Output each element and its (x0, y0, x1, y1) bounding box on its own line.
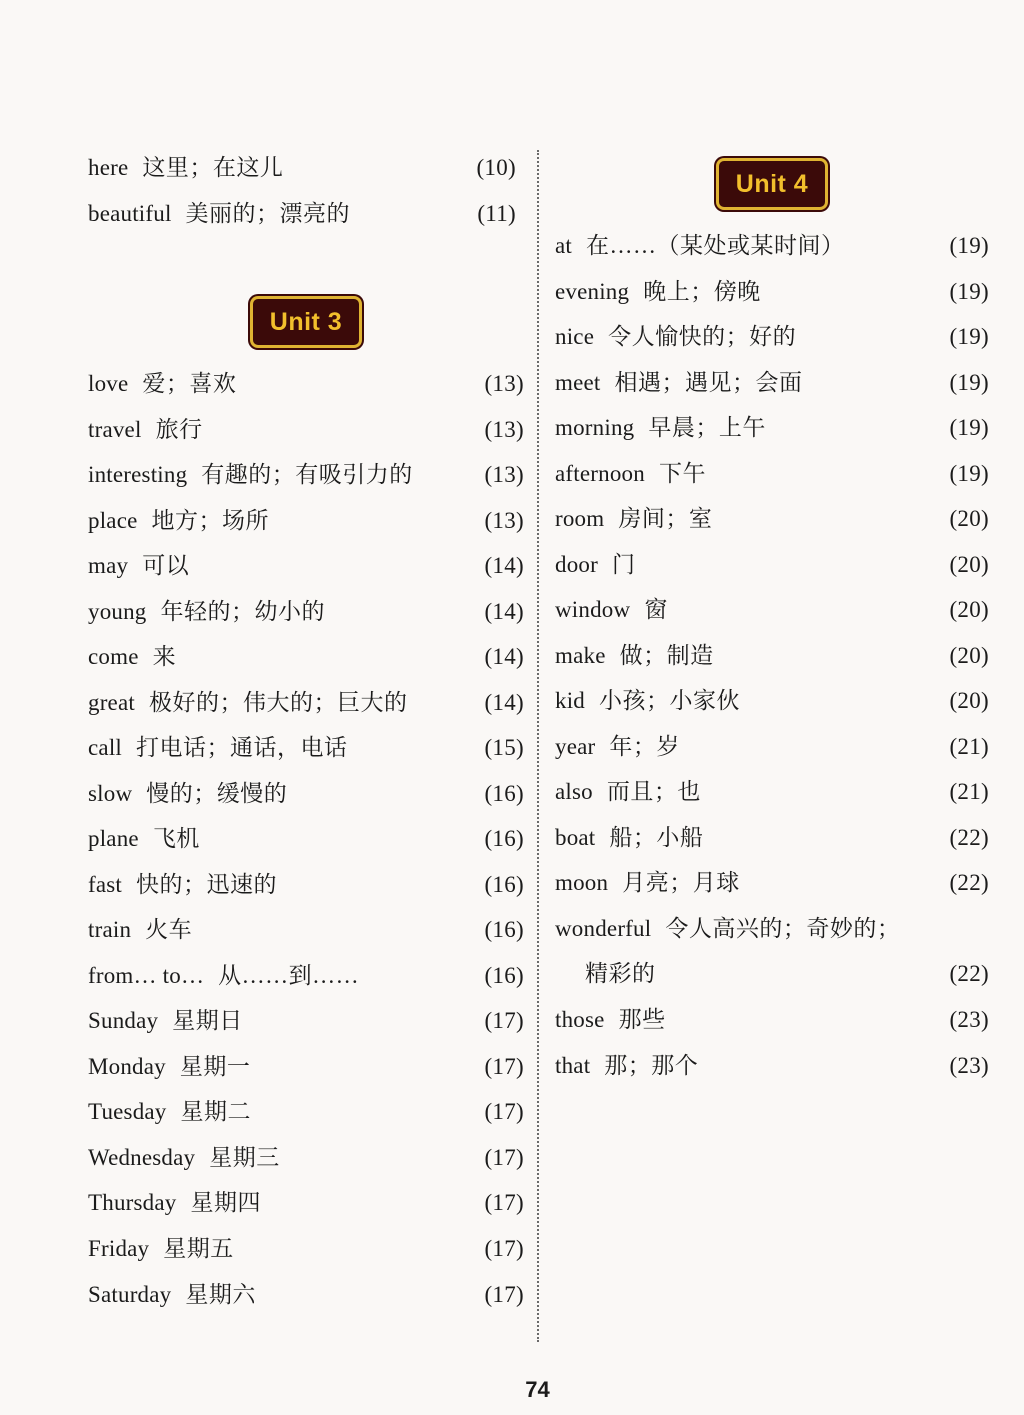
vocab-entry: Monday 星期一 (17) (88, 1054, 524, 1079)
vocab-entry: at 在……（某处或某时间） (19) (555, 233, 989, 258)
vocab-entry: place 地方；场所 (13) (88, 508, 524, 533)
page-number: 74 (525, 1377, 550, 1402)
vocab-entry: Tuesday 星期二 (17) (88, 1099, 524, 1124)
vocab-entry: fast 快的；迅速的 (16) (88, 872, 524, 897)
vocab-entry: come 来 (14) (88, 644, 524, 669)
vocab-entry: afternoon 下午 (19) (555, 461, 989, 486)
vocab-entry: beautiful 美丽的；漂亮的 (11) (88, 201, 516, 226)
vocab-entry: slow 慢的；缓慢的 (16) (88, 781, 524, 806)
vocab-entry: Sunday 星期日 (17) (88, 1008, 524, 1033)
vocab-entry: from… to… 从……到…… (16) (88, 963, 524, 988)
vocab-entry: Friday 星期五 (17) (88, 1236, 524, 1261)
vocab-entry: may 可以 (14) (88, 553, 524, 578)
unit-4-badge: Unit 4 (716, 158, 828, 210)
vocab-entry: meet 相遇；遇见；会面 (19) (555, 370, 989, 395)
vocab-entry: morning 早晨；上午 (19) (555, 415, 989, 440)
vocab-entry: year 年；岁 (21) (555, 734, 989, 759)
vocab-entry: kid 小孩；小家伙 (20) (555, 688, 989, 713)
vocab-entry: make 做；制造 (20) (555, 643, 989, 668)
vocab-entry: plane 飞机 (16) (88, 826, 524, 851)
vocab-entry: great 极好的；伟大的；巨大的 (14) (88, 690, 524, 715)
vocab-entry: love 爱；喜欢 (13) (88, 371, 524, 396)
vocab-entry: Thursday 星期四 (17) (88, 1190, 524, 1215)
vocab-entry: room 房间；室 (20) (555, 506, 989, 531)
vocab-entry: here 这里；在这儿 (10) (88, 155, 516, 180)
vocab-entry: those 那些 (23) (555, 1007, 989, 1032)
column-divider (537, 150, 539, 1342)
vocab-entry-continuation: 精彩的 (22) (585, 961, 989, 986)
vocab-entry: Wednesday 星期三 (17) (88, 1145, 524, 1170)
vocab-entry: evening 晚上；傍晚 (19) (555, 279, 989, 304)
vocab-entry: nice 令人愉快的；好的 (19) (555, 324, 989, 349)
vocab-entry: window 窗 (20) (555, 597, 989, 622)
vocab-entry: interesting 有趣的；有吸引力的 (13) (88, 462, 524, 487)
vocab-entry: Saturday 星期六 (17) (88, 1282, 524, 1307)
vocab-entry: train 火车 (16) (88, 917, 524, 942)
vocab-entry: call 打电话；通话，电话 (15) (88, 735, 524, 760)
vocab-entry: boat 船；小船 (22) (555, 825, 989, 850)
vocab-entry: travel 旅行 (13) (88, 417, 524, 442)
unit-3-badge: Unit 3 (250, 296, 362, 348)
vocab-entry: moon 月亮；月球 (22) (555, 870, 989, 895)
vocab-entry: young 年轻的；幼小的 (14) (88, 599, 524, 624)
vocab-entry: wonderful 令人高兴的；奇妙的； (555, 916, 901, 941)
vocab-entry: also 而且；也 (21) (555, 779, 989, 804)
vocab-entry: that 那；那个 (23) (555, 1053, 989, 1078)
vocab-entry: door 门 (20) (555, 552, 989, 577)
